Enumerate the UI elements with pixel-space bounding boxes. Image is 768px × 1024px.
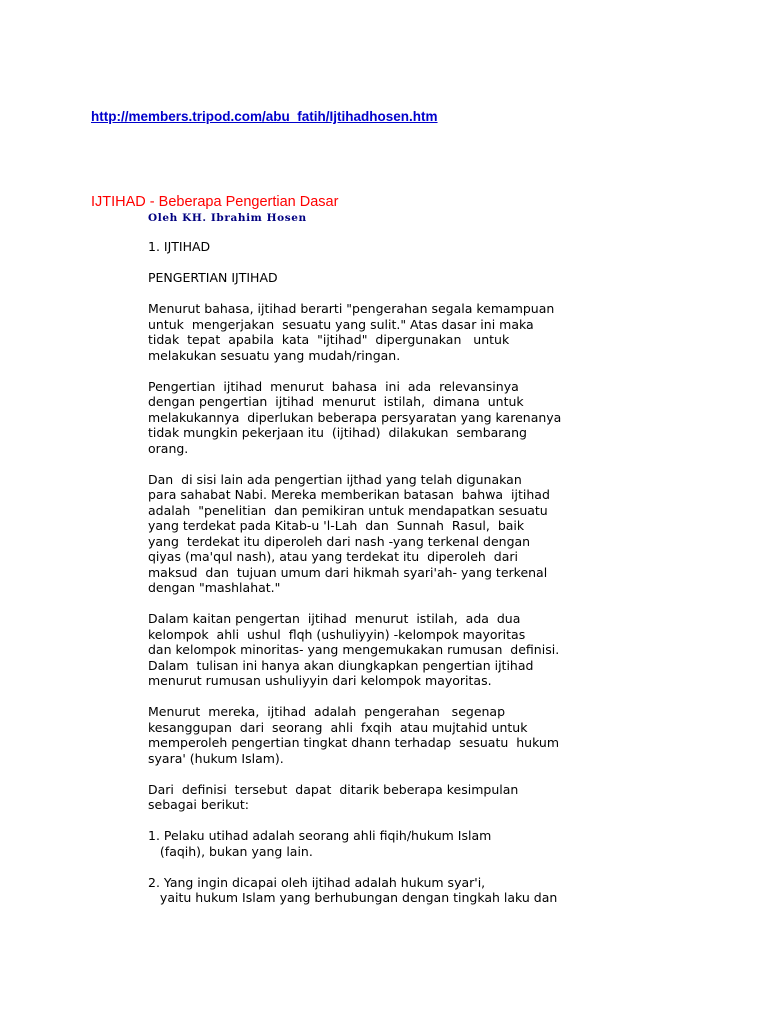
text-line: dan kelompok minoritas- yang mengemukakan rumusan definisi. (148, 642, 560, 657)
text-line: tidak tepat apabila kata "ijtihad" dipergunakan untuk (148, 332, 510, 347)
text-line: Dalam kaitan pengertan ijtihad menurut istilah, ada dua (148, 611, 521, 626)
paragraph-spacer (148, 859, 748, 875)
text-line: (faqih), bukan yang lain. (148, 843, 313, 859)
text-line: untuk mengerjakan sesuatu yang sulit." Atas dasar ini maka (148, 316, 534, 332)
paragraph (148, 472, 748, 596)
text-line: yang terdekat itu diperoleh dari nash -yang terkenal dengan (148, 533, 531, 549)
paragraph (148, 611, 748, 689)
paragraph-spacer (148, 813, 748, 829)
paragraph-spacer (148, 456, 748, 472)
paragraph (148, 379, 748, 457)
text-line: melakukan sesuatu yang mudah/ringan. (148, 347, 401, 363)
source-url-link[interactable]: http://members.tripod.com/abu_fatih/Ijtihadhosen.htm (91, 109, 438, 124)
text-line: adalah "penelitian dan pemikiran untuk mendapatkan sesuatu (148, 502, 548, 518)
paragraph (148, 270, 748, 286)
paragraph (148, 704, 748, 766)
paragraph (148, 828, 748, 859)
text-line: kelompok ahli ushul flqh (ushuliyyin) -kelompok mayoritas (148, 626, 526, 642)
text-line: Menurut mereka, ijtihad adalah pengerahan segenap (148, 704, 506, 719)
text-line: sebagai berikut: (148, 797, 249, 812)
text-line: para sahabat Nabi. Mereka memberikan batasan bahwa ijtihad (148, 487, 550, 502)
text-line: melakukannya diperlukan beberapa persyaratan yang karenanya (148, 409, 562, 425)
paragraph (148, 301, 748, 363)
text-line: PENGERTIAN IJTIHAD (148, 270, 278, 285)
paragraph-spacer (148, 286, 748, 302)
paragraph-spacer (148, 689, 748, 705)
text-line: Dalam tulisan ini hanya akan diungkapkan pengertian ijtihad (148, 657, 534, 673)
text-line: Dari definisi tersebut dapat ditarik beberapa kesimpulan (148, 781, 519, 797)
text-line: 1. IJTIHAD (148, 239, 211, 254)
text-line: 2. Yang ingin dicapai oleh ijtihad adalah hukum syar'i, (148, 874, 486, 890)
paragraph-spacer (148, 363, 748, 379)
paragraph-spacer (148, 596, 748, 612)
text-line: syara' (hukum Islam). (148, 750, 284, 766)
text-line: Menurut bahasa, ijtihad berarti "pengerahan segala kemampuan (148, 301, 555, 316)
paragraph (148, 239, 748, 255)
article-author: Oleh KH. Ibrahim Hosen (148, 212, 307, 224)
text-line: orang. (148, 440, 189, 456)
text-line: menurut rumusan ushuliyyin dari kelompok mayoritas. (148, 673, 492, 688)
text-line: yang terdekat pada Kitab-u 'l-Lah dan Sunnah Rasul, baik (148, 518, 525, 533)
text-line: kesanggupan dari seorang ahli fxqih atau mujtahid untuk (148, 719, 528, 735)
paragraph (148, 782, 748, 813)
text-line: dengan "mashlahat." (148, 580, 281, 595)
paragraph (148, 875, 748, 906)
text-line: 1. Pelaku utihad adalah seorang ahli fiqih/hukum Islam (148, 828, 492, 843)
paragraph-spacer (148, 766, 748, 782)
text-line: tidak mungkin pekerjaan itu (ijtihad) dilakukan sembarang (148, 425, 527, 440)
text-line: memperoleh pengertian tingkat dhann terhadap sesuatu hukum (148, 735, 560, 750)
article-body (148, 239, 748, 906)
article-title: IJTIHAD - Beberapa Pengertian Dasar (91, 194, 339, 210)
text-line: Dan di sisi lain ada pengertian ijthad yang telah digunakan (148, 471, 522, 487)
text-line: Pengertian ijtihad menurut bahasa ini ada relevansinya (148, 378, 519, 394)
text-line: qiyas (ma'qul nash), atau yang terdekat itu diperoleh dari (148, 549, 518, 564)
text-line: yaitu hukum Islam yang berhubungan dengan tingkah laku dan (148, 890, 558, 905)
paragraph-spacer (148, 255, 748, 271)
text-line: dengan pengertian ijtihad menurut istilah, dimana untuk (148, 394, 524, 409)
text-line: maksud dan tujuan umum dari hikmah syari'ah- yang terkenal (148, 564, 548, 580)
